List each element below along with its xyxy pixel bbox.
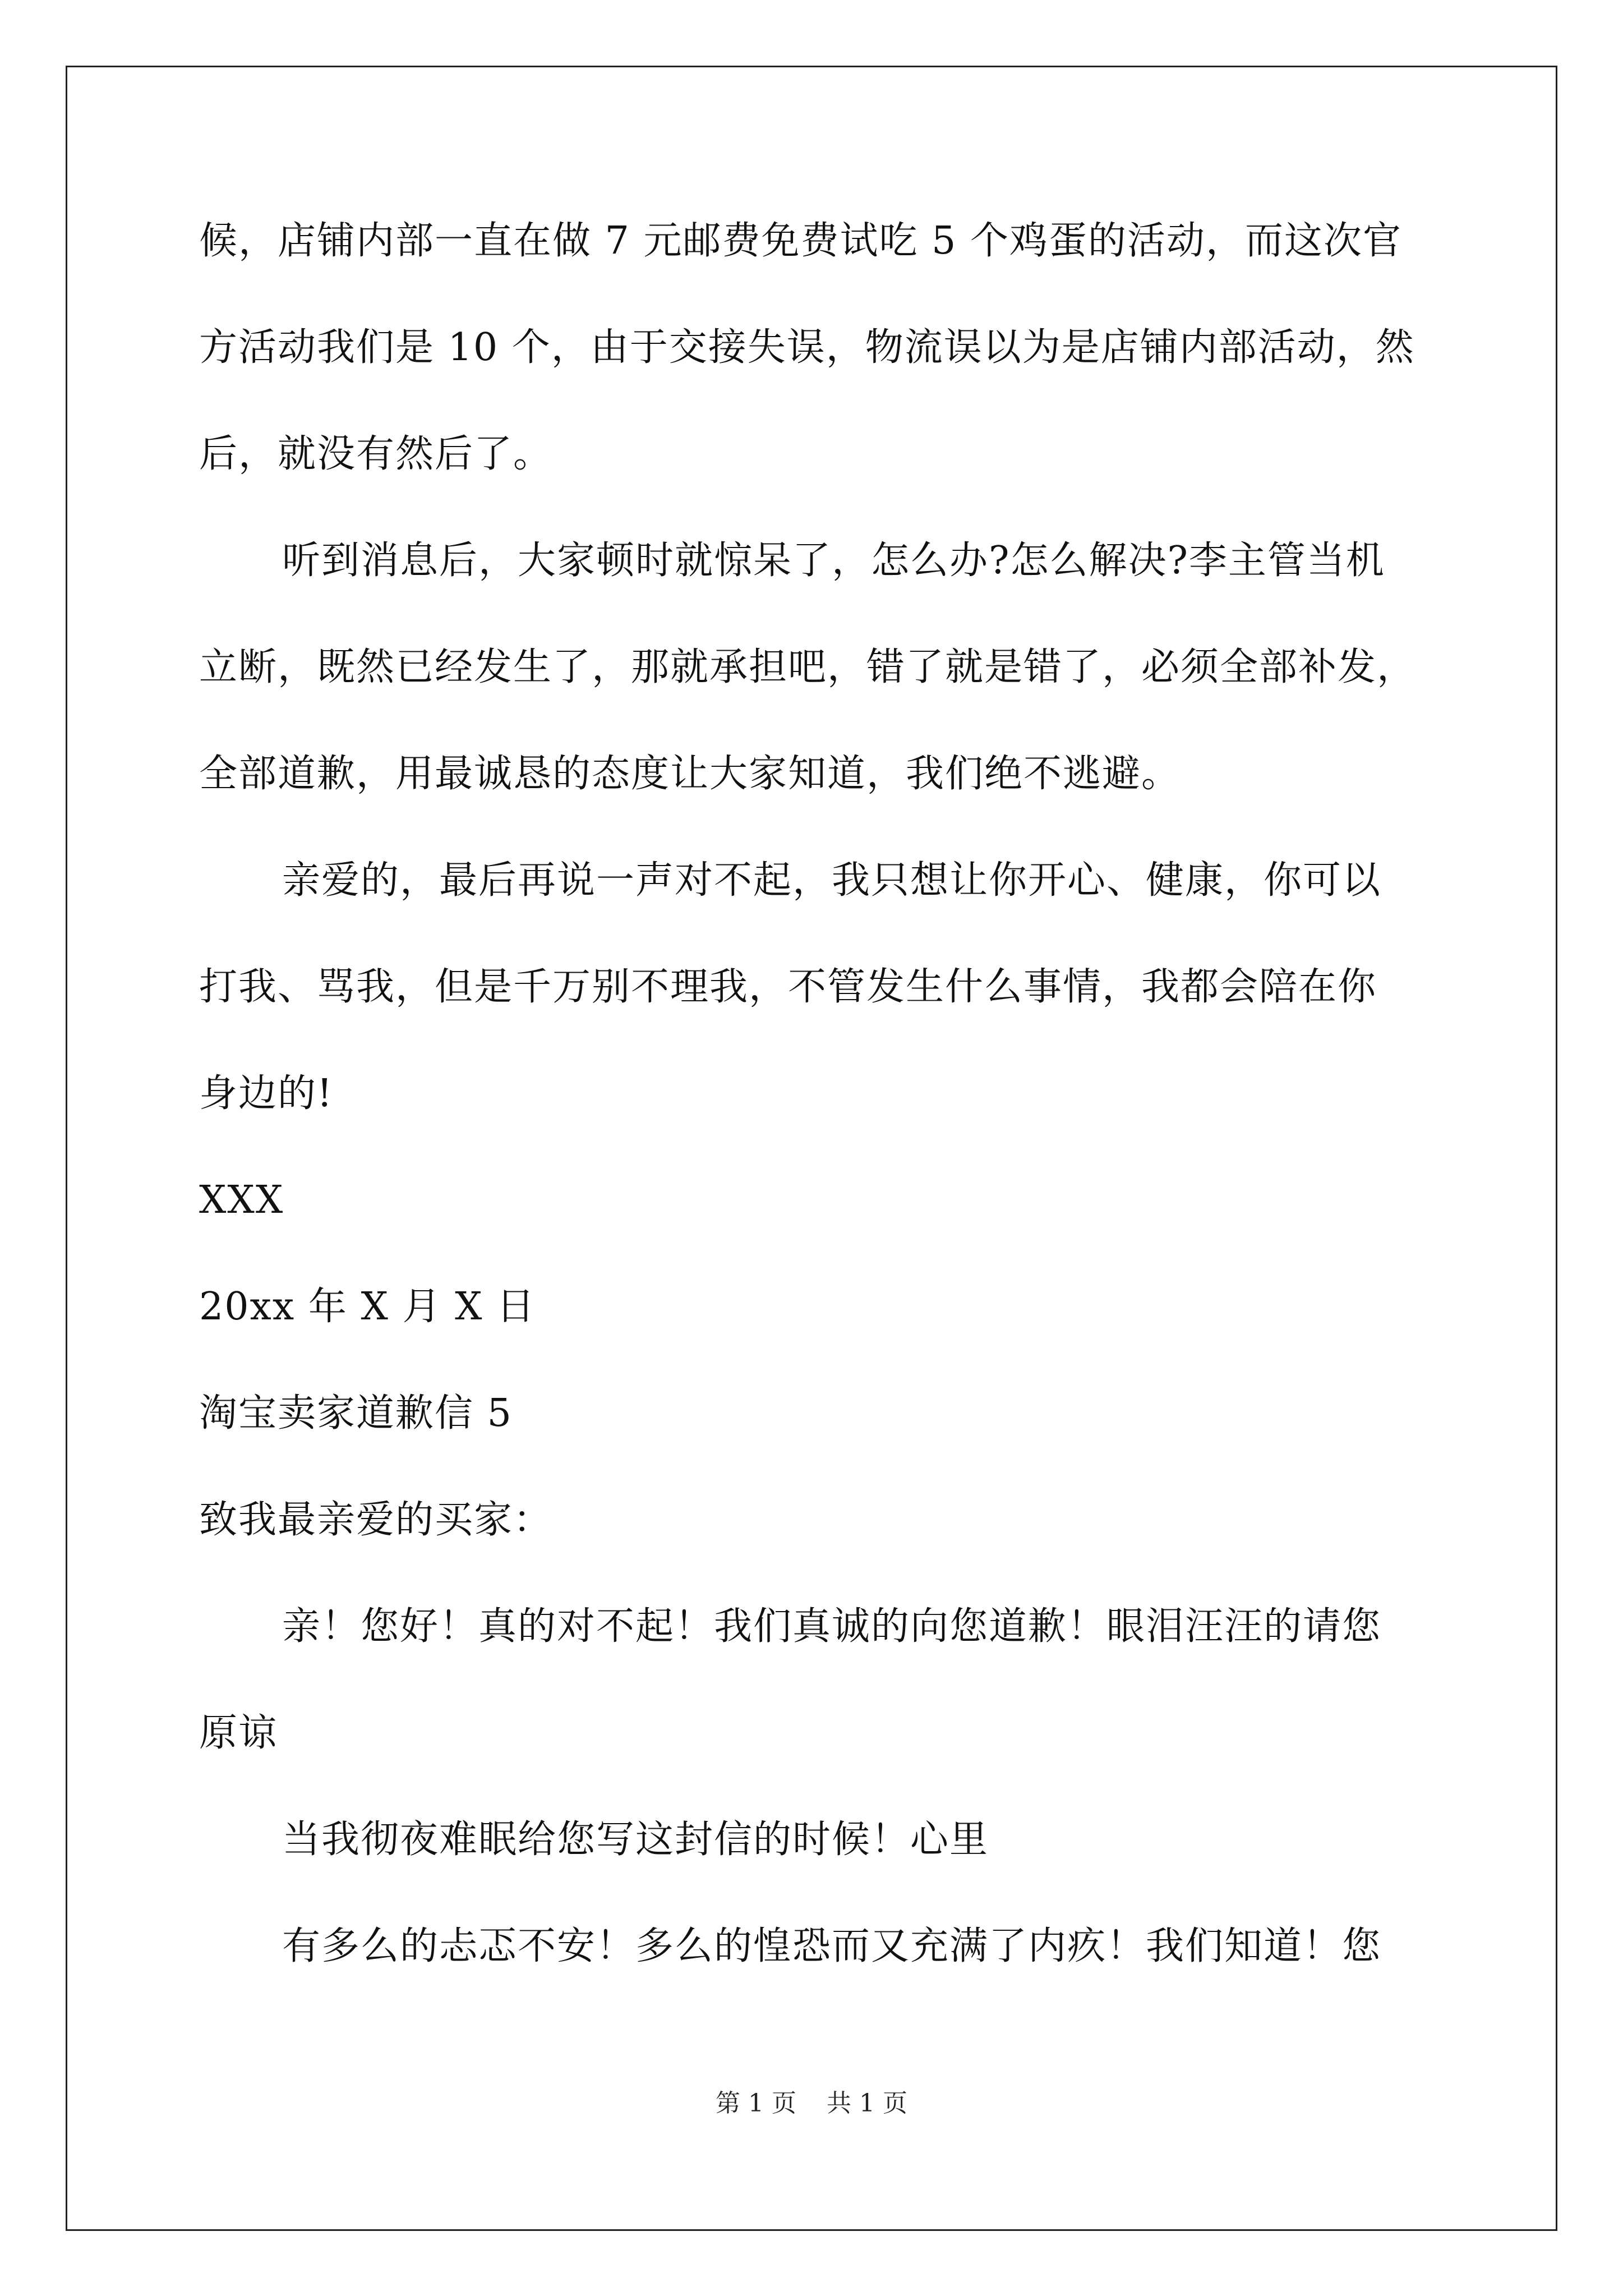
section-title: 淘宝卖家道歉信 5 xyxy=(199,1391,513,1435)
paragraph-line: 立断，既然已经发生了，那就承担吧，错了就是错了，必须全部补发， xyxy=(199,645,1417,689)
page-border xyxy=(66,66,1557,2231)
signature: XXX xyxy=(199,1178,284,1222)
salutation: 致我最亲爱的买家： xyxy=(199,1498,553,1542)
date-line: 20xx 年 X 月 X 日 xyxy=(199,1285,536,1329)
paragraph-line: 后，就没有然后了。 xyxy=(199,432,553,476)
paragraph-line: 当我彻夜难眠给您写这封信的时候！心里 xyxy=(282,1818,989,1862)
paragraph-line: 原谅 xyxy=(199,1711,278,1755)
paragraph-line: 全部道歉，用最诚恳的态度让大家知道，我们绝不逃避。 xyxy=(199,752,1181,796)
paragraph-line: 候，店铺内部一直在做 7 元邮费免费试吃 5 个鸡蛋的活动，而这次官 xyxy=(199,219,1402,263)
paragraph-line: 亲爱的，最后再说一声对不起，我只想让你开心、健康，你可以 xyxy=(282,858,1382,903)
paragraph-line: 亲！您好！真的对不起！我们真诚的向您道歉！眼泪汪汪的请您 xyxy=(282,1604,1382,1649)
paragraph-line: 打我、骂我，但是千万别不理我，不管发生什么事情，我都会陪在你 xyxy=(199,965,1377,1009)
page-total: 共 1 页 xyxy=(827,2089,907,2118)
paragraph-line: 听到消息后，大家顿时就惊呆了，怎么办?怎么解决?李主管当机 xyxy=(282,539,1385,583)
paragraph-line: 身边的! xyxy=(199,1071,334,1116)
paragraph-line: 有多么的忐忑不安！多么的惶恐而又充满了内疚！我们知道！您 xyxy=(282,1924,1382,1968)
page-number: 第 1 页 xyxy=(716,2089,796,2118)
page-footer xyxy=(0,2088,1623,2119)
paragraph-line: 方活动我们是 10 个，由于交接失误，物流误以为是店铺内部活动，然 xyxy=(199,325,1415,370)
